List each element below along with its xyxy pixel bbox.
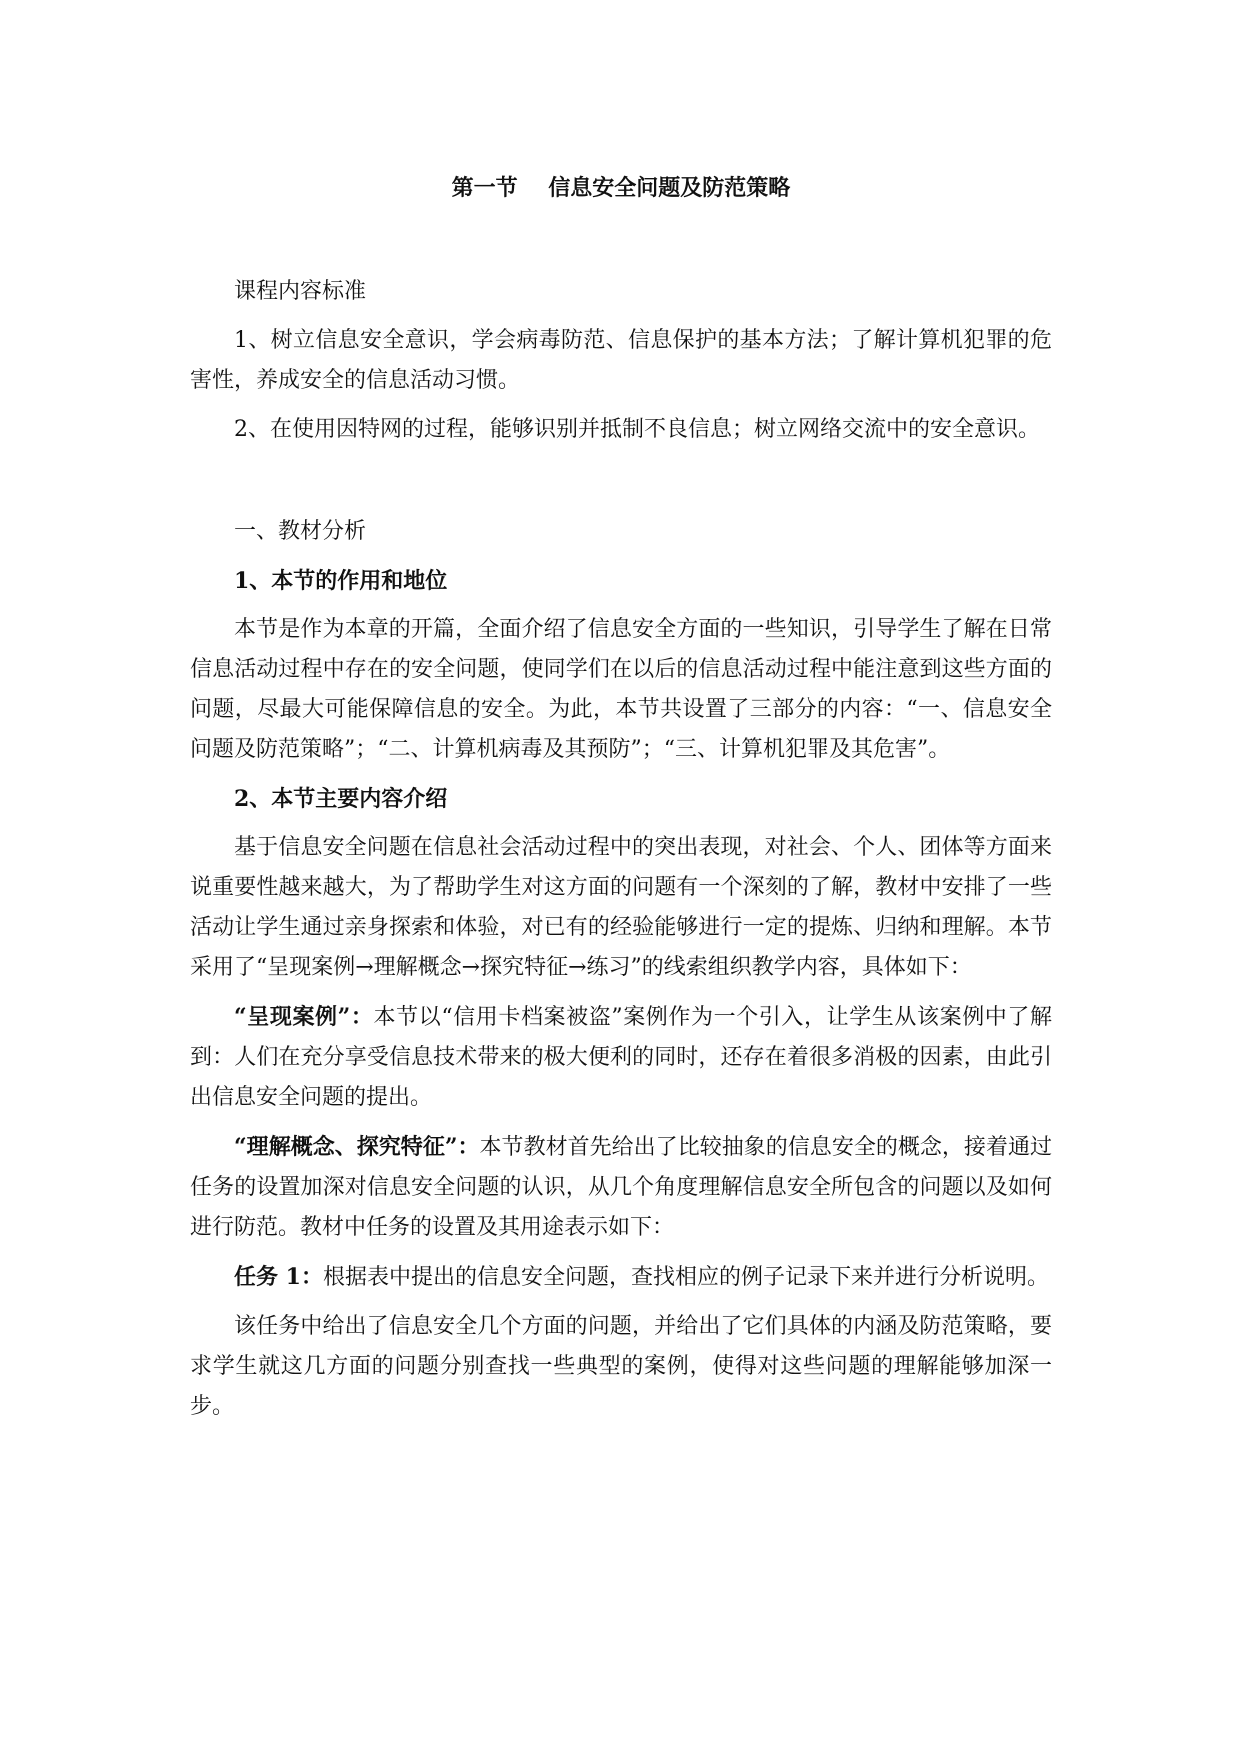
- case-text: 本节以“信用卡档案被盗”案例作为一个引入，让学生从该案例中了解到：人们在充分享受信息技术带来的极大便利的同时，还存在着很多消极的因素，由此引出信息安全问题的提出。: [190, 1005, 1053, 1110]
- page-title: 第一节 信息安全问题及防范策略: [451, 175, 791, 201]
- concept-text: 本节教材首先给出了比较抽象的信息安全的概念，接着通过任务的设置加深对信息安全问题的认识，从几个角度理解信息安全所包含的问题以及如何进行防范。教材中任务的设置及其用途表示如下：: [190, 1135, 1052, 1240]
- sub2-heading: 2、本节主要内容介绍: [234, 786, 448, 812]
- standard-item-2: 2、在使用因特网的过程，能够识别并抵制不良信息；树立网络交流中的安全意识。: [234, 417, 1040, 442]
- task1-explain: 该任务中给出了信息安全几个方面的问题，并给出了它们具体的内涵及防范策略，要求学生就这几方面的问题分别查找一些典型的案例，使得对这些问题的理解能够加深一步。: [190, 1314, 1052, 1419]
- case-label: “呈现案例”：: [234, 1004, 374, 1030]
- concept-paragraph: [190, 1127, 1052, 1248]
- task1-paragraph: [190, 1257, 1052, 1298]
- concept-label: “理解概念、探究特征”：: [234, 1134, 480, 1160]
- sub1-paragraph: 本节是作为本章的开篇，全面介绍了信息安全方面的一些知识，引导学生了解在日常信息活动过程中存在的安全问题，使同学们在以后的信息活动过程中能注意到这些方面的问题，尽最大可能保障信息的安全。为此，本节共设置了三部分的内容：“一、信息安全问题及防范策略”；“二、计算机病毒及其预防”；“三、计算机犯罪及其危害”。: [190, 617, 1052, 762]
- case-paragraph: [190, 997, 1052, 1118]
- task1-text: 根据表中提出的信息安全问题，查找相应的例子记录下来并进行分析说明。: [322, 1265, 1049, 1290]
- sub2-paragraph: 基于信息安全问题在信息社会活动过程中的突出表现，对社会、个人、团体等方面来说重要性越来越大，为了帮助学生对这方面的问题有一个深刻的了解，教材中安排了一些活动让学生通过亲身探索和体验，对已有的经验能够进行一定的提炼、归纳和理解。本节采用了“呈现案例→理解概念→探究特征→练习”的线索组织教学内容，具体如下：: [190, 835, 1052, 980]
- standard-heading: 课程内容标准: [234, 279, 367, 304]
- section1-heading: 一、教材分析: [234, 519, 367, 544]
- standard-item-1: 1、树立信息安全意识，学会病毒防范、信息保护的基本方法；了解计算机犯罪的危害性，养成安全的信息活动习惯。: [190, 328, 1052, 393]
- sub1-heading: 1、本节的作用和地位: [234, 568, 448, 594]
- document-content: [190, 168, 1052, 1427]
- task1-label: 任务 1：: [234, 1264, 323, 1290]
